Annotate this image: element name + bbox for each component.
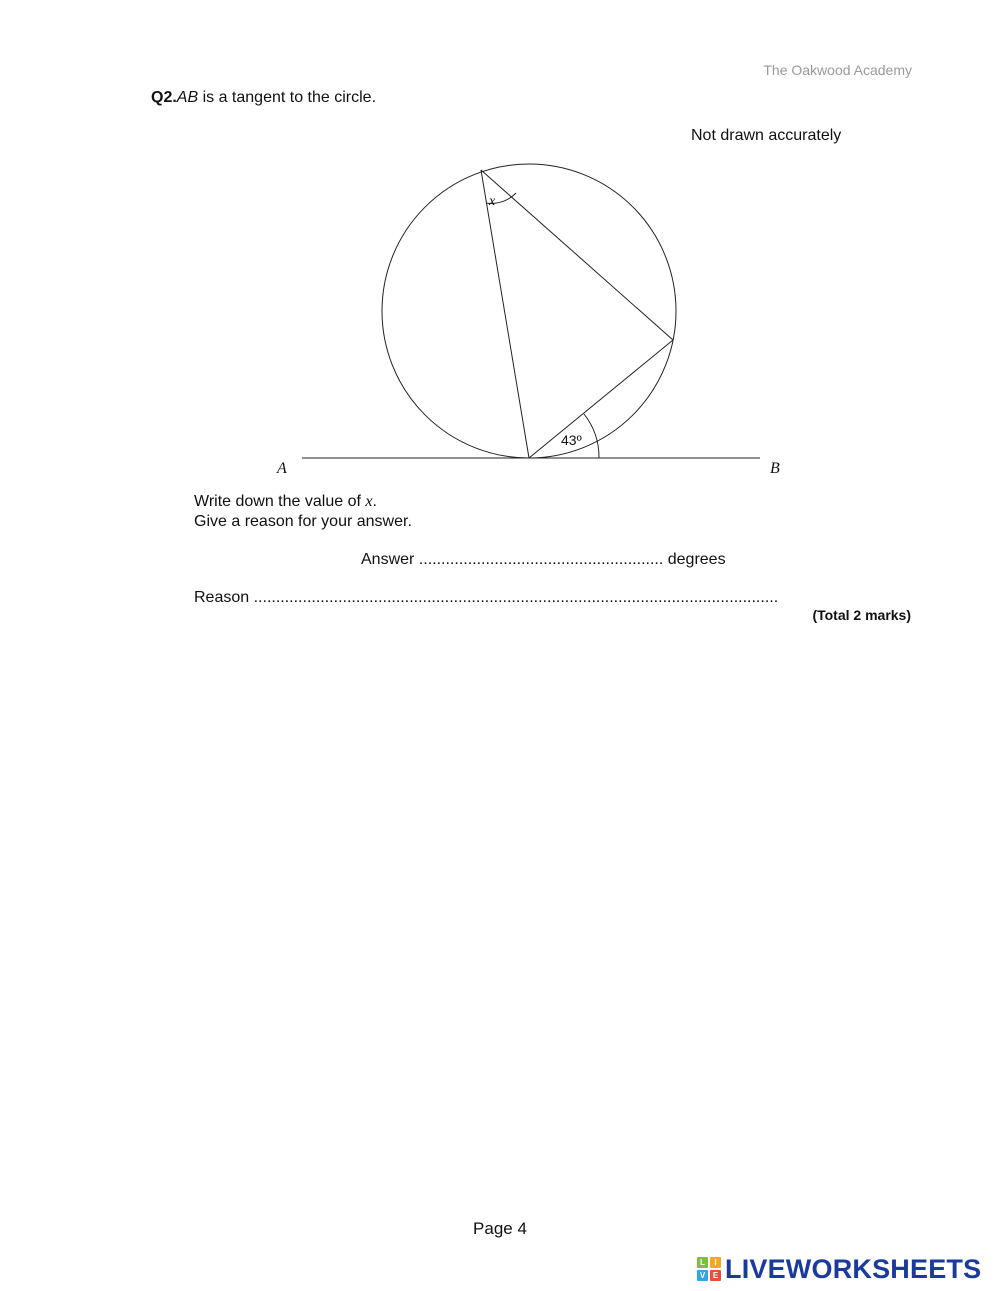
answer-blank[interactable]: ....................................................... bbox=[414, 551, 668, 568]
tangent-label: AB bbox=[176, 89, 199, 106]
answer-line[interactable] bbox=[361, 551, 726, 569]
instruction-line-2: Give a reason for your answer. bbox=[194, 513, 412, 530]
variable-x: x bbox=[365, 493, 373, 510]
chord-left bbox=[481, 170, 529, 458]
angle-43-arc bbox=[584, 414, 599, 458]
reason-label: Reason bbox=[194, 589, 250, 606]
school-name: The Oakwood Academy bbox=[763, 62, 912, 78]
reason-blank[interactable]: ...................................................................................................................... bbox=[249, 589, 779, 606]
chord-top bbox=[481, 170, 673, 340]
angle-43-label: 43º bbox=[561, 432, 582, 448]
liveworksheets-logo[interactable] bbox=[697, 1254, 981, 1284]
not-drawn-note: Not drawn accurately bbox=[691, 127, 842, 144]
total-marks: (Total 2 marks) bbox=[812, 607, 911, 623]
logo-text: LIVEWORKSHEETS bbox=[725, 1253, 982, 1284]
answer-label: Answer bbox=[361, 551, 415, 568]
point-a-label: A bbox=[277, 460, 287, 477]
page-number: Page 4 bbox=[473, 1219, 527, 1238]
logo-mark-icon: L I V E bbox=[697, 1257, 721, 1281]
circle-tangent-diagram bbox=[0, 0, 1000, 520]
reason-line[interactable] bbox=[194, 589, 778, 607]
chord-right bbox=[529, 340, 673, 458]
answer-unit: degrees bbox=[667, 551, 726, 568]
instruction-line-1: Write down the value of x. bbox=[194, 493, 377, 510]
question-number: Q2. bbox=[151, 89, 177, 106]
question-statement: is a tangent to the circle. bbox=[198, 89, 377, 106]
angle-x-label: x bbox=[489, 194, 496, 209]
circle bbox=[382, 164, 676, 458]
point-b-label: B bbox=[770, 460, 780, 477]
